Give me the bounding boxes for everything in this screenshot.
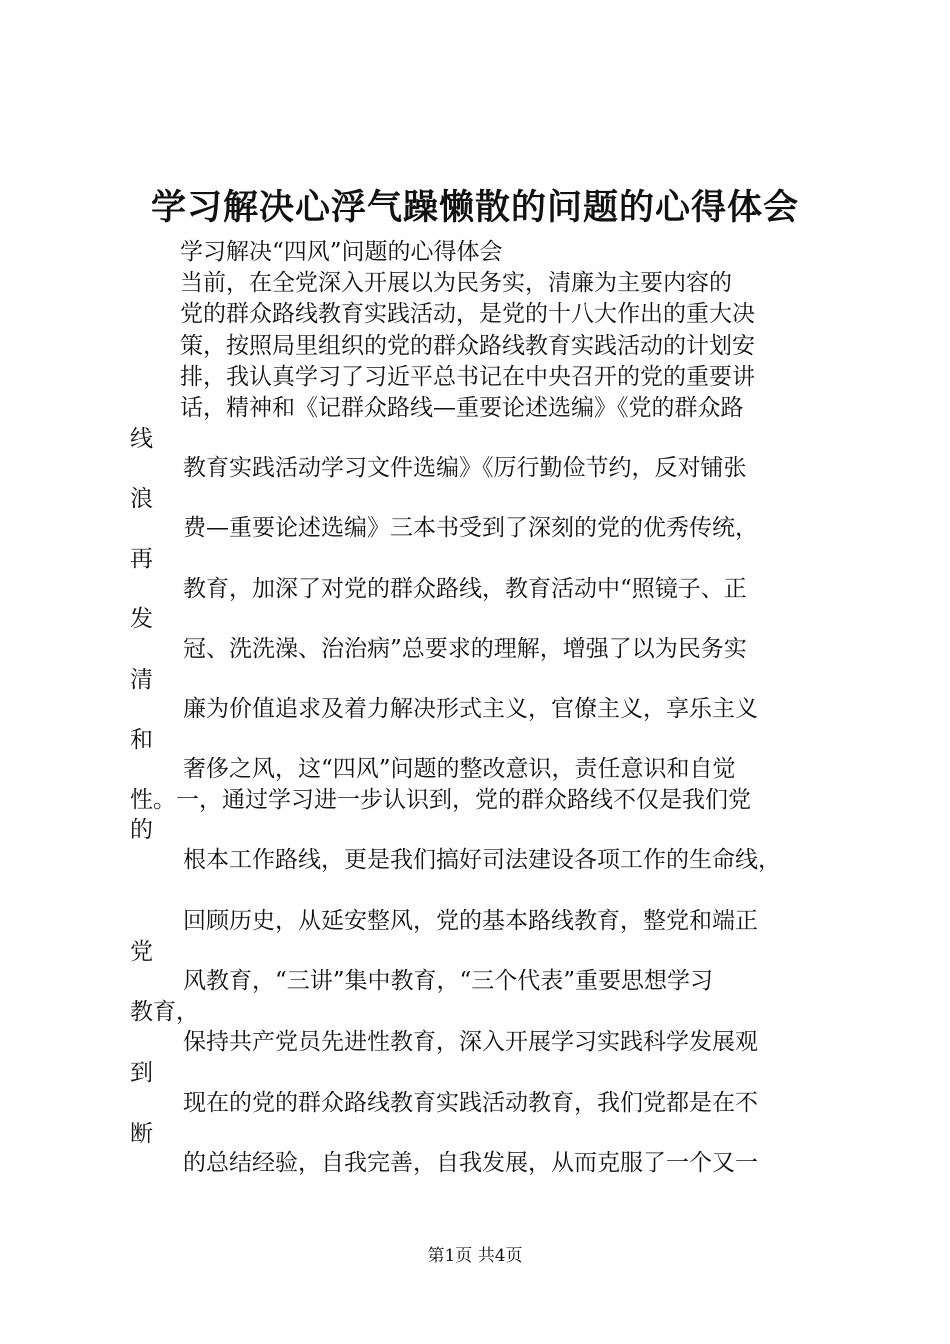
wrap-line: 到 — [130, 1060, 153, 1086]
text-line: 风教育，“三讲”集中教育，“三个代表”重要思想学习 — [183, 968, 714, 994]
text-line: 教育实践活动学习文件选编》《厉行勤俭节约，反对铺张 — [183, 455, 747, 481]
text-line: 性。一，通过学习进一步认识到，党的群众路线不仅是我们党 — [130, 787, 751, 813]
text-line: 党的群众路线教育实践活动，是党的十八大作出的重大决 — [180, 301, 755, 327]
wrap-line: 浪 — [130, 486, 153, 512]
wrap-line: 清 — [130, 667, 153, 693]
text-line: 根本工作路线，更是我们搞好司法建设各项工作的生命线， — [183, 847, 781, 873]
wrap-line: 断 — [130, 1121, 153, 1147]
text-line: 策，按照局里组织的党的群众路线教育实践活动的计划安 — [180, 333, 755, 359]
wrap-line: 党 — [130, 939, 153, 965]
wrap-line: 和 — [130, 727, 153, 753]
wrap-line: 线 — [130, 426, 153, 452]
text-line: 排，我认真学习了习近平总书记在中央召开的党的重要讲 — [180, 364, 755, 390]
text-line: 冠、洗洗澡、治治病”总要求的理解，增强了以为民务实 — [183, 636, 747, 662]
page-footer: 第1页 共4页 — [427, 1246, 523, 1266]
text-line: 话，精神和《记群众路线—重要论述选编》《党的群众路 — [180, 395, 744, 421]
page-title: 学习解决心浮气躁懒散的问题的心得体会 — [150, 187, 799, 228]
text-line: 的总结经验，自我完善，自我发展，从而克服了一个又一 — [183, 1150, 758, 1176]
wrap-line: 发 — [130, 606, 153, 632]
text-line: 回顾历史，从延安整风，党的基本路线教育，整党和端正 — [183, 908, 758, 934]
text-line: 费—重要论述选编》三本书受到了深刻的党的优秀传统， — [183, 515, 758, 541]
text-line: 教育，加深了对党的群众路线，教育活动中“照镜子、正 — [183, 576, 747, 602]
subtitle-line: 学习解决“四风”问题的心得体会 — [180, 239, 503, 265]
wrap-line: 再 — [130, 546, 153, 572]
text-line: 保持共产党员先进性教育，深入开展学习实践科学发展观 — [183, 1029, 758, 1055]
wrap-line: 的 — [130, 817, 153, 843]
text-line: 现在的党的群众路线教育实践活动教育，我们党都是在不 — [183, 1090, 758, 1116]
text-line: 廉为价值追求及着力解决形式主义，官僚主义，享乐主义 — [183, 696, 758, 722]
text-line: 奢侈之风，这“四风”问题的整改意识，责任意识和自觉 — [183, 756, 736, 782]
text-line: 当前，在全党深入开展以为民务实，清廉为主要内容的 — [180, 270, 732, 296]
wrap-line: 教育， — [130, 999, 199, 1025]
